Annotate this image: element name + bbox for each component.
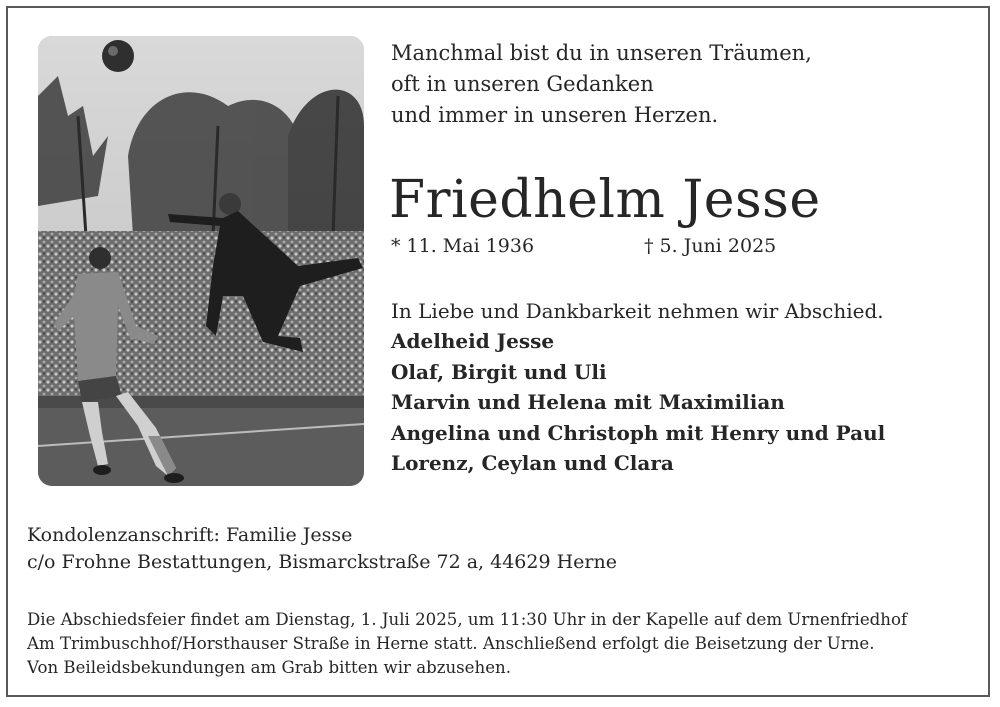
ceremony-line: Am Trimbuschhof/Horsthauser Straße in Herne statt. Anschließend erfolgt die Beisetzung der Urne. [27,634,875,653]
poem-line: und immer in unseren Herzen. [391,103,719,127]
mourner-name: Adelheid Jesse [391,329,555,353]
portrait-photo [38,36,364,486]
farewell-intro: In Liebe und Dankbarkeit nehmen wir Abschied. [391,299,884,323]
condolence-line: Kondolenzanschrift: Familie Jesse [27,524,353,546]
condolence-address [27,522,617,576]
poem [391,38,812,131]
deceased-name: Friedhelm Jesse [389,170,821,230]
mourner-name: Olaf, Birgit und Uli [391,359,607,384]
condolence-line: c/o Frohne Bestattungen, Bismarckstraße 72 a, 44629 Herne [27,551,617,573]
poem-line: Manchmal bist du in unseren Träumen, [391,41,812,65]
birth-date: * 11. Mai 1936 [391,235,535,257]
death-date: † 5. Juni 2025 [644,235,777,257]
ceremony-line: Von Beileidsbekundungen am Grab bitten wir abzusehen. [27,658,511,677]
mourner-name: Angelina und Christoph mit Henry und Paul [391,420,886,445]
poem-line: oft in unseren Gedanken [391,72,654,96]
mourner-list [391,326,885,479]
ceremony-line: Die Abschiedsfeier findet am Dienstag, 1. Juli 2025, um 11:30 Uhr in der Kapelle auf dem Urnenfriedhof [27,610,908,629]
mourner-name: Marvin und Helena mit Maximilian [391,390,785,414]
mourner-name: Lorenz, Ceylan und Clara [391,451,674,475]
photo-illustration [38,36,364,486]
ceremony-info [27,608,907,680]
